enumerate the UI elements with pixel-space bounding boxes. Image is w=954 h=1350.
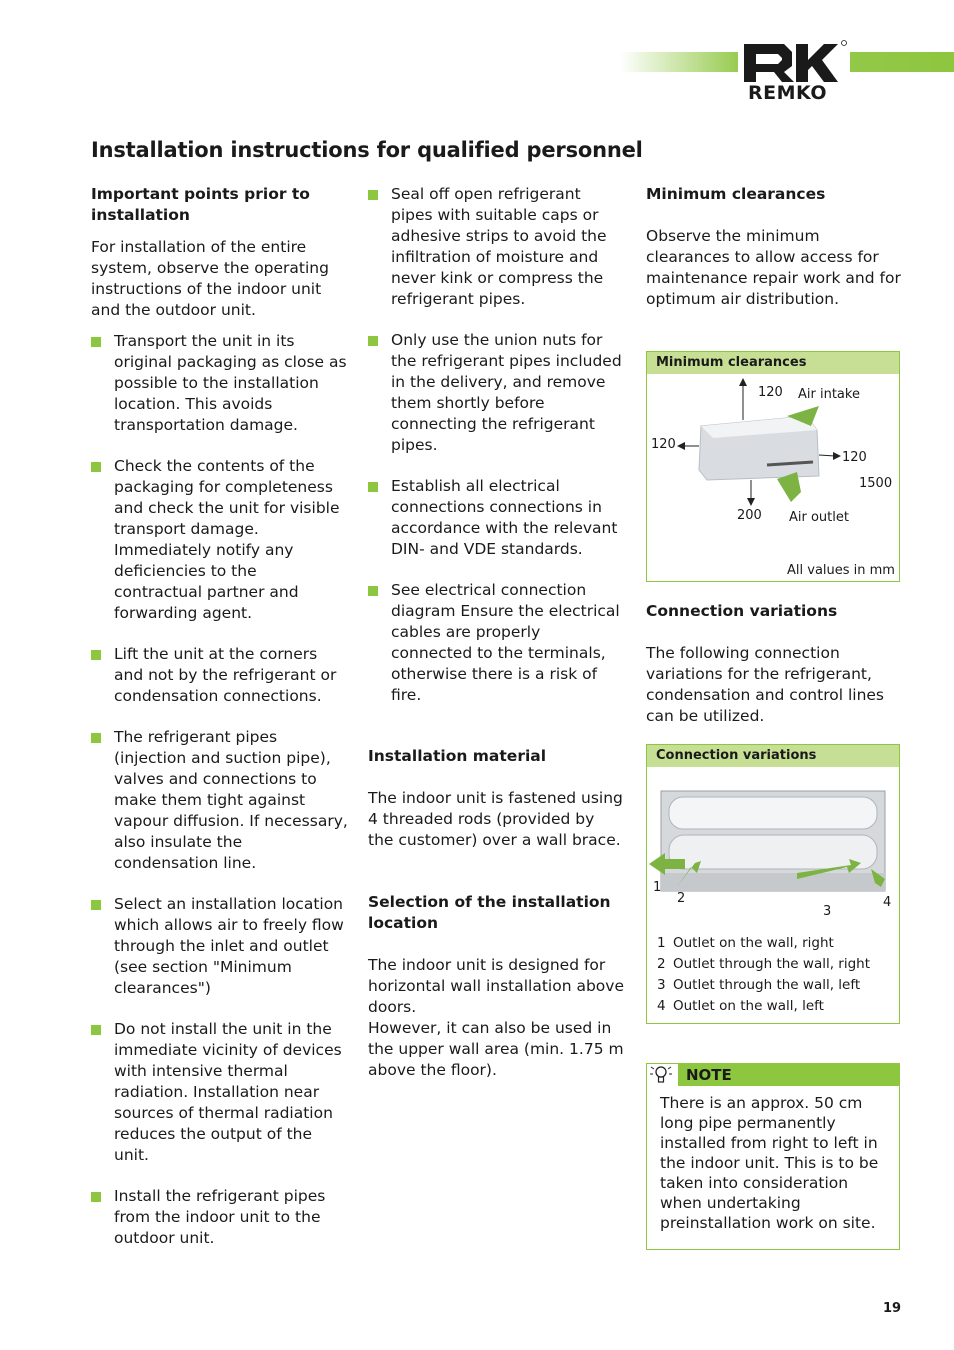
unit-width: 1500 (859, 476, 893, 491)
page-number: 19 (883, 1301, 902, 1316)
logo-text: REMKO (748, 82, 828, 104)
bullet-icon (91, 733, 101, 743)
material-heading: Installation material (368, 747, 547, 765)
clearances-figure (646, 351, 900, 582)
clearance-left: 120 (651, 437, 676, 452)
page-title: Installation instructions for qualified personnel (91, 138, 643, 162)
marker-3: 3 (823, 904, 832, 919)
marker-1: 1 (653, 880, 662, 895)
figure-title: Connection variations (647, 745, 899, 767)
list-item: Seal off open refrigerant pipes with suitable caps or adhesive strips to avoid the infiltration of moisture and never kink or compress the refrigerant pipes. (368, 184, 624, 310)
list-item: 2 Outlet through the wall, right (657, 956, 871, 972)
bullet-list (91, 331, 349, 1249)
bullet-icon (91, 337, 101, 347)
clearances-text: Observe the minimum clearances to allow access for maintenance repair work and for optimum air distribution. (646, 227, 901, 308)
clearances-heading: Minimum clearances (646, 185, 826, 203)
column-3 (646, 184, 902, 310)
bullet-icon (91, 1192, 101, 1202)
material-text: The indoor unit is fastened using 4 threaded rods (provided by the customer) over a wall brace. (368, 789, 623, 849)
lightbulb-icon (647, 1064, 675, 1086)
bullet-icon (368, 336, 378, 346)
list-item: 3 Outlet through the wall, left (657, 977, 861, 993)
location-text-2: However, it can also be used in the upper wall area (min. 1.75 m above the floor). (368, 1019, 624, 1079)
list-item: Transport the unit in its original packaging as close as possible to the installation location. This avoids transportation damage. (91, 331, 349, 436)
list-item: The refrigerant pipes (injection and suction pipe), valves and connections to make them tight against vapour diffusion. If necessary, also insulate the condensation line. (91, 727, 349, 874)
marker-2: 2 (677, 891, 686, 906)
bullet-icon (368, 190, 378, 200)
note-text: There is an approx. 50 cm long pipe permanently installed from right to left in the indoor unit. This is to be taken into consideration when undertaking preinstallation work on site. (660, 1094, 879, 1232)
list-item: Do not install the unit in the immediate vicinity of devices with intensive thermal radiation. Installation near sources of thermal radiation reduces the output of the unit. (91, 1019, 349, 1166)
list-item: Check the contents of the packaging for completeness and check the unit for visible transport damage. Immediately notify any deficiencies to the contractual partner and forwarding agent. (91, 456, 349, 624)
clearance-top: 120 (758, 385, 783, 400)
bullet-icon (91, 462, 101, 472)
connection-figure (646, 744, 900, 1024)
connection-section (646, 601, 902, 727)
bullet-icon (368, 482, 378, 492)
units-note: All values in mm (787, 563, 895, 578)
connection-text: The following connection variations for the refrigerant, condensation and control lines can be utilized. (646, 644, 885, 725)
bullet-icon (91, 900, 101, 910)
marker-4: 4 (883, 895, 892, 910)
variations-list (657, 933, 870, 1017)
clearance-bottom: 200 (737, 508, 762, 523)
note-box (646, 1063, 900, 1250)
list-item: See electrical connection diagram Ensure the electrical cables are properly connected to the terminals, otherwise there is a risk of fire. (368, 580, 624, 706)
figure-title: Minimum clearances (647, 352, 899, 374)
clearance-right: 120 (842, 450, 867, 465)
list-item: 4 Outlet on the wall, left (657, 998, 824, 1014)
bullet-list (368, 184, 624, 706)
logo (738, 38, 850, 104)
column-2 (368, 184, 624, 1081)
bullet-icon (368, 586, 378, 596)
section-heading: Important points prior to installation (91, 185, 310, 224)
connection-heading: Connection variations (646, 602, 838, 620)
bullet-icon (91, 650, 101, 660)
intro-text: For installation of the entire system, observe the operating instructions of the indoor unit and the outdoor unit. (91, 238, 329, 319)
column-1 (91, 184, 349, 1269)
list-item: 1 Outlet on the wall, right (657, 935, 834, 951)
bullet-icon (91, 1025, 101, 1035)
list-item: Install the refrigerant pipes from the indoor unit to the outdoor unit. (91, 1186, 349, 1249)
list-item: Select an installation location which allows air to freely flow through the inlet and outlet (see section "Minimum clearances") (91, 894, 349, 999)
air-intake-label: Air intake (798, 387, 860, 402)
list-item: Lift the unit at the corners and not by the refrigerant or condensation connections. (91, 644, 349, 707)
air-outlet-label: Air outlet (789, 510, 849, 525)
note-label: NOTE (678, 1064, 899, 1086)
list-item: Only use the union nuts for the refrigerant pipes included in the delivery, and remove them shortly before connecting the refrigerant pipes. (368, 330, 624, 456)
location-text: The indoor unit is designed for horizontal wall installation above doors. (368, 956, 624, 1016)
location-heading: Selection of the installation location (368, 893, 611, 932)
list-item: Establish all electrical connections connections in accordance with the relevant DIN- and VDE standards. (368, 476, 624, 560)
